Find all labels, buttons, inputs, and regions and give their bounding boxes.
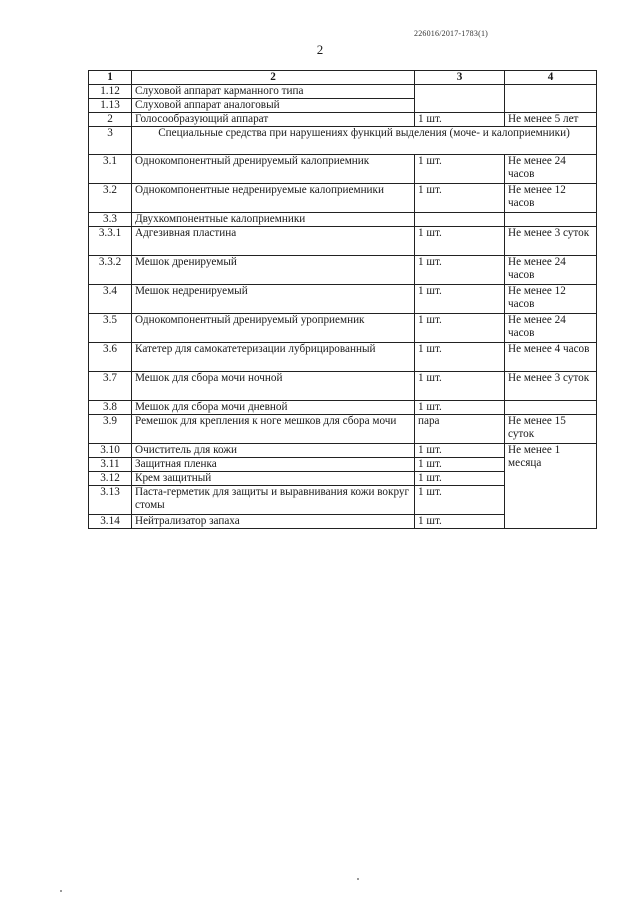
quantity-cell: 1 шт. xyxy=(415,515,505,529)
table-row xyxy=(89,184,597,213)
row-number: 2 xyxy=(89,113,132,127)
quantity-cell: 1 шт. xyxy=(415,155,505,184)
table-header-row xyxy=(89,71,597,85)
row-number: 1.13 xyxy=(89,99,132,113)
quantity-cell: 1 шт. xyxy=(415,285,505,314)
item-name: Очиститель для кожи xyxy=(132,444,415,458)
item-name: Однокомпонентный дренируемый калоприемник xyxy=(132,155,415,184)
quantity-cell: 1 шт. xyxy=(415,486,505,515)
table-row xyxy=(89,444,597,458)
quantity-cell xyxy=(415,213,505,227)
item-name: Мешок для сбора мочи дневной xyxy=(132,401,415,415)
quantity-cell: 1 шт. xyxy=(415,472,505,486)
item-name: Ремешок для крепления к ноге мешков для сбора мочи xyxy=(132,415,415,444)
column-header: 2 xyxy=(132,71,415,85)
term-cell: Не менее 5 лет xyxy=(505,113,597,127)
item-name: Слуховой аппарат карманного типа xyxy=(132,85,415,99)
term-cell: Не менее 15 суток xyxy=(505,415,597,444)
item-name: Однокомпонентный дренируемый уроприемник xyxy=(132,314,415,343)
column-header: 1 xyxy=(89,71,132,85)
item-name: Голосообразующий аппарат xyxy=(132,113,415,127)
item-name: Слуховой аппарат аналоговый xyxy=(132,99,415,113)
quantity-cell: 1 шт. xyxy=(415,314,505,343)
item-name: Нейтрализатор запаха xyxy=(132,515,415,529)
item-name: Крем защитный xyxy=(132,472,415,486)
term-cell xyxy=(505,401,597,415)
term-cell: Не менее 4 часов xyxy=(505,343,597,372)
row-number: 3.13 xyxy=(89,486,132,515)
term-cell xyxy=(505,85,597,113)
item-name: Двухкомпонентные калоприемники xyxy=(132,213,415,227)
term-cell: Не менее 12 часов xyxy=(505,285,597,314)
scan-speck xyxy=(357,878,359,880)
table-row xyxy=(89,256,597,285)
row-number: 3.5 xyxy=(89,314,132,343)
quantity-cell: 1 шт. xyxy=(415,444,505,458)
item-name: Мешок для сбора мочи ночной xyxy=(132,372,415,401)
item-name: Адгезивная пластина xyxy=(132,227,415,256)
row-number: 3.4 xyxy=(89,285,132,314)
quantity-cell: 1 шт. xyxy=(415,184,505,213)
row-number: 3.14 xyxy=(89,515,132,529)
table-row xyxy=(89,113,597,127)
quantity-cell: 1 шт. xyxy=(415,343,505,372)
row-number: 3.2 xyxy=(89,184,132,213)
row-number: 3.3 xyxy=(89,213,132,227)
item-name: Однокомпонентные недренируемые калоприемники xyxy=(132,184,415,213)
table-row xyxy=(89,314,597,343)
quantity-cell xyxy=(415,85,505,113)
term-cell: Не менее 3 суток xyxy=(505,227,597,256)
row-number: 3.3.2 xyxy=(89,256,132,285)
table-row xyxy=(89,372,597,401)
table-row xyxy=(89,401,597,415)
row-number: 3.10 xyxy=(89,444,132,458)
term-cell: Не менее 24 часов xyxy=(505,314,597,343)
row-number: 3.12 xyxy=(89,472,132,486)
row-number: 3.11 xyxy=(89,458,132,472)
row-number: 3.1 xyxy=(89,155,132,184)
quantity-cell: 1 шт. xyxy=(415,113,505,127)
quantity-cell: 1 шт. xyxy=(415,227,505,256)
table-row xyxy=(89,213,597,227)
term-cell: Не менее 24 часов xyxy=(505,155,597,184)
column-header: 4 xyxy=(505,71,597,85)
term-cell: Не менее 3 суток xyxy=(505,372,597,401)
table-row xyxy=(89,227,597,256)
column-header: 3 xyxy=(415,71,505,85)
table-row xyxy=(89,155,597,184)
term-cell: Не менее 24 часов xyxy=(505,256,597,285)
table-row xyxy=(89,85,597,99)
requirements-table xyxy=(88,70,597,529)
quantity-cell: 1 шт. xyxy=(415,372,505,401)
term-cell: Не менее 1 месяца xyxy=(505,444,597,529)
quantity-cell: пара xyxy=(415,415,505,444)
quantity-cell: 1 шт. xyxy=(415,458,505,472)
term-cell xyxy=(505,213,597,227)
section-row xyxy=(89,127,597,155)
item-name: Паста-герметик для защиты и выравнивания кожи вокруг стомы xyxy=(132,486,415,515)
item-name: Защитная пленка xyxy=(132,458,415,472)
item-name: Мешок недренируемый xyxy=(132,285,415,314)
row-number: 3.8 xyxy=(89,401,132,415)
row-number: 1.12 xyxy=(89,85,132,99)
page-number: 2 xyxy=(316,42,324,57)
table-row xyxy=(89,415,597,444)
document-number: 226016/2017-1783(1) xyxy=(414,29,489,38)
section-title: Специальные средства при нарушениях функций выделения (моче- и калоприемники) xyxy=(132,127,597,155)
quantity-cell: 1 шт. xyxy=(415,256,505,285)
quantity-cell: 1 шт. xyxy=(415,401,505,415)
scan-speck xyxy=(60,890,62,892)
table-row xyxy=(89,285,597,314)
table-row xyxy=(89,343,597,372)
item-name: Мешок дренируемый xyxy=(132,256,415,285)
row-number: 3 xyxy=(89,127,132,155)
row-number: 3.3.1 xyxy=(89,227,132,256)
row-number: 3.7 xyxy=(89,372,132,401)
row-number: 3.6 xyxy=(89,343,132,372)
item-name: Катетер для самокатетеризации лубрицированный xyxy=(132,343,415,372)
row-number: 3.9 xyxy=(89,415,132,444)
term-cell: Не менее 12 часов xyxy=(505,184,597,213)
